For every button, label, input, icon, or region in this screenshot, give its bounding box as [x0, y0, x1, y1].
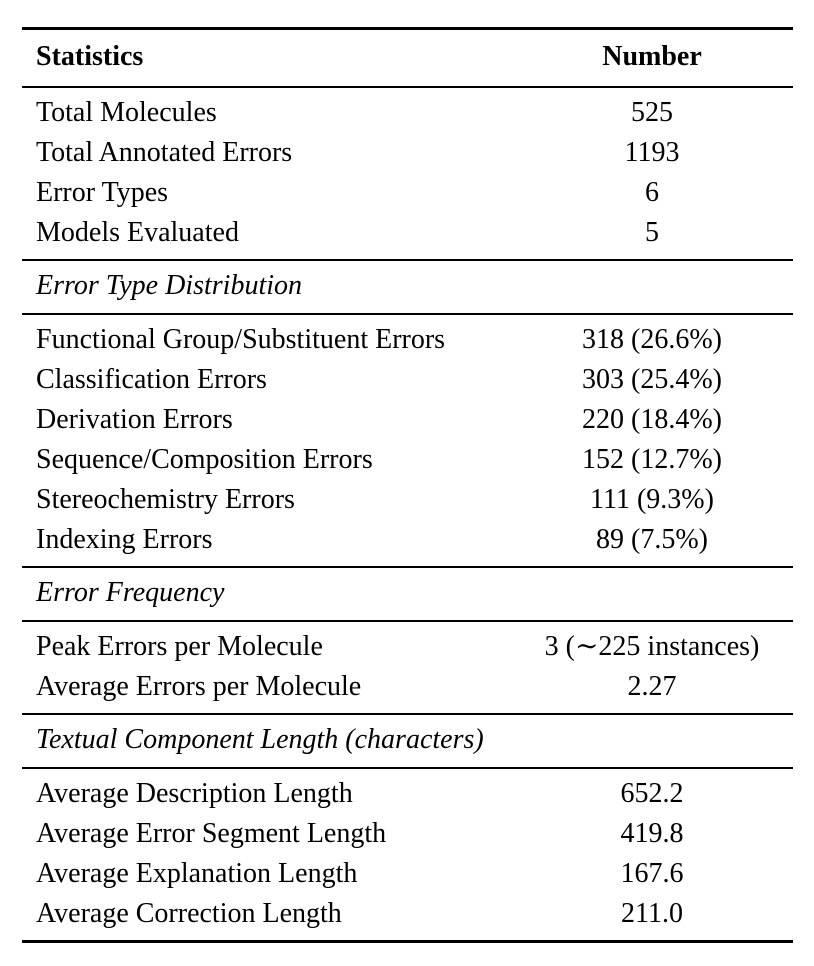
row-value: 167.6 — [620, 858, 684, 889]
row-value: 303 (25.4%) — [582, 364, 722, 395]
header-row — [22, 29, 793, 88]
table-row — [22, 480, 793, 520]
table-row — [22, 854, 793, 894]
section-title: Error Type Distribution — [22, 260, 793, 314]
table-row — [22, 133, 793, 173]
section-header-row — [22, 260, 793, 314]
row-value: 3 (∼225 instances) — [544, 631, 760, 662]
row-label: Indexing Errors — [36, 524, 213, 555]
table-row — [22, 621, 793, 667]
table-row — [22, 314, 793, 360]
row-label: Peak Errors per Molecule — [36, 631, 323, 662]
row-label: Classification Errors — [36, 364, 267, 395]
section-title: Textual Component Length (characters) — [22, 714, 793, 768]
section-rows-group — [22, 768, 793, 942]
row-label: Average Description Length — [36, 778, 353, 809]
table-row — [22, 768, 793, 814]
column-header-number: Number — [511, 29, 793, 88]
row-value: 419.8 — [620, 818, 684, 849]
section-header-row — [22, 714, 793, 768]
table-header — [22, 29, 793, 88]
section-rows-group — [22, 314, 793, 567]
section-rows-group — [22, 87, 793, 260]
table-row — [22, 400, 793, 440]
section-title-group — [22, 260, 793, 314]
row-label: Average Correction Length — [36, 898, 342, 929]
table-row — [22, 667, 793, 714]
section-title-group — [22, 567, 793, 621]
row-label: Functional Group/Substituent Errors — [36, 324, 446, 355]
row-value: 220 (18.4%) — [582, 404, 722, 435]
section-rows-group — [22, 621, 793, 714]
row-value: 525 — [631, 97, 673, 128]
section-title: Error Frequency — [22, 567, 793, 621]
row-value: 6 — [645, 177, 659, 208]
table-row — [22, 894, 793, 942]
row-value: 111 (9.3%) — [590, 484, 714, 515]
row-value: 1193 — [624, 137, 680, 168]
row-label: Average Error Segment Length — [36, 818, 387, 849]
table-row — [22, 87, 793, 133]
row-label: Total Molecules — [36, 97, 217, 128]
table-row — [22, 173, 793, 213]
statistics-table — [22, 27, 793, 943]
row-value: 211.0 — [621, 898, 683, 929]
row-value: 652.2 — [620, 778, 684, 809]
table-row — [22, 213, 793, 260]
table-row — [22, 360, 793, 400]
row-value: 318 (26.6%) — [582, 324, 722, 355]
section-title-group — [22, 714, 793, 768]
row-value: 2.27 — [627, 671, 677, 702]
row-label: Stereochemistry Errors — [36, 484, 295, 515]
row-label: Models Evaluated — [36, 217, 239, 248]
row-label: Sequence/Composition Errors — [36, 444, 373, 475]
column-header-statistics: Statistics — [22, 29, 511, 88]
row-label: Average Errors per Molecule — [36, 671, 362, 702]
row-label: Average Explanation Length — [36, 858, 358, 889]
table-row — [22, 520, 793, 567]
row-value: 152 (12.7%) — [582, 444, 722, 475]
row-label: Error Types — [36, 177, 169, 208]
table-row — [22, 814, 793, 854]
row-label: Derivation Errors — [36, 404, 233, 435]
section-header-row — [22, 567, 793, 621]
row-value: 89 (7.5%) — [596, 524, 708, 555]
row-label: Total Annotated Errors — [36, 137, 293, 168]
row-value: 5 — [645, 217, 659, 248]
table-row — [22, 440, 793, 480]
